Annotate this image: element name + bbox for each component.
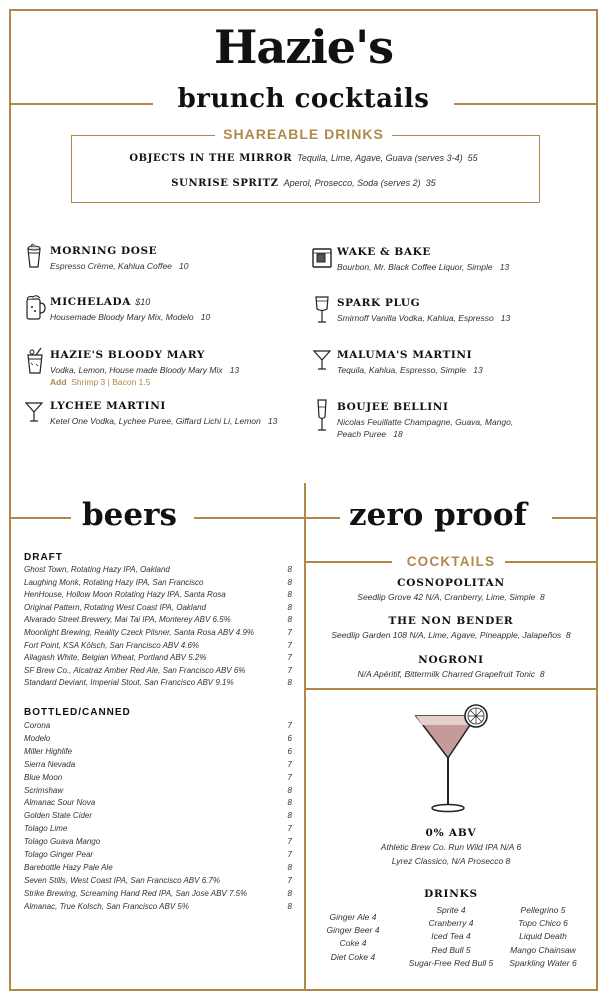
martini-glass-icon — [25, 401, 43, 423]
drink-item: Iced Tea 4 — [431, 931, 471, 942]
beer-row — [24, 760, 292, 769]
beer-name: Almanac Sour Nova — [24, 798, 96, 808]
zero-cocktail-desc: N/A Apéritif, Bittermilk Charred Grapefruit Tonic 8 — [357, 669, 545, 679]
beer-name: Modelo — [24, 733, 51, 743]
drink-item: Coke 4 — [339, 938, 367, 949]
beer-row — [24, 641, 292, 650]
shareable-box — [71, 135, 540, 203]
menu-subtitle: brunch cocktails — [177, 84, 430, 114]
beer-row — [24, 590, 292, 599]
beer-row — [24, 734, 292, 743]
beer-price: 7 — [287, 665, 292, 675]
beer-row — [24, 837, 292, 846]
abv-heading: 0% ABV — [425, 827, 477, 839]
beer-row — [24, 811, 292, 820]
drink-item: Sugar-Free Red Bull 5 — [408, 957, 494, 968]
beer-name: Golden State Cider — [24, 811, 93, 821]
drinks-column — [500, 904, 586, 970]
beer-row — [24, 773, 292, 782]
abv-item: Athletic Brew Co. Run Wild IPA N/A 6 — [380, 842, 522, 852]
beer-name: Barebottle Hazy Pale Ale — [24, 862, 113, 872]
beer-row — [24, 721, 292, 730]
beer-price: 7 — [287, 653, 292, 663]
abv-item: Lyrez Classico, N/A Prosecco 8 — [391, 856, 511, 866]
beer-name: Almanac, True Kolsch, San Francisco ABV 5% — [24, 901, 189, 911]
beer-name: Blue Moon — [24, 772, 63, 782]
beer-price: 7 — [287, 850, 292, 859]
beer-row — [24, 603, 292, 612]
beer-row — [24, 902, 292, 911]
beer-price: 6 — [287, 746, 292, 756]
beer-name: Scrimshaw — [24, 785, 64, 795]
beer-name: Tolago Lime — [24, 824, 68, 834]
cocktail-item: MICHELADA $10 Housemade Bloody Mary Mix, Modelo 10 — [50, 296, 211, 322]
beer-name: Seven Stills, West Coast IPA, San Francisco ABV 6.7% — [24, 875, 220, 885]
beer-price: 8 — [287, 615, 292, 625]
beer-price: 8 — [287, 811, 292, 821]
beer-mug-icon — [24, 293, 46, 321]
rocks-glass-icon — [311, 245, 333, 269]
shareable-item: OBJECTS IN THE MIRROR Tequila, Lime, Agave, Guava (serves 3-4) 55 — [129, 153, 478, 164]
martini-glass-icon — [313, 349, 331, 371]
beer-name: HenHouse, Hollow Moon Rotating Hazy IPA, Santa Rosa — [24, 590, 226, 600]
section-divider-center — [194, 517, 340, 519]
beer-row — [24, 786, 292, 795]
beer-row — [24, 565, 292, 574]
cocktail-item: LYCHEE MARTINI Ketel One Vodka, Lychee Puree, Giffard Lichi Li, Lemon 13 — [50, 400, 278, 426]
beer-price: 8 — [287, 565, 292, 574]
beer-row — [24, 678, 292, 687]
cocktail-item: HAZIE'S BLOODY MARY Vodka, Lemon, House made Bloody Mary Mix 13 Add Shrimp 3 | Bacon 1.5 — [50, 349, 240, 388]
draft-heading: DRAFT — [24, 552, 63, 563]
zero-cocktail-desc: Seedlip Garden 108 N/A, Lime, Agave, Pineapple, Jalapeños 8 — [331, 630, 571, 640]
coffee-glass-icon — [24, 243, 44, 269]
drink-item: Ginger Ale 4 — [329, 912, 377, 922]
drink-item: Topo Chico 6 — [518, 918, 568, 929]
beer-price: 7 — [287, 759, 292, 769]
drinks-heading: DRINKS — [424, 888, 478, 900]
drink-item: Cranberry 4 — [428, 918, 474, 929]
beer-price: 7 — [287, 640, 292, 650]
zero-cocktails-heading: COCKTAILS — [406, 554, 496, 569]
beer-name: Corona — [24, 721, 51, 730]
cocktail-item: MORNING DOSE Espresso Crème, Kahlua Coffee 10 — [50, 245, 189, 271]
beer-price: 8 — [287, 862, 292, 872]
beer-price: 8 — [287, 590, 292, 600]
beer-name: Miller Highlife — [24, 746, 73, 756]
beer-row — [24, 863, 292, 872]
beer-row — [24, 824, 292, 833]
beer-name: Alvarado Street Brewery, Mai Tai IPA, Monterey ABV 6.5% — [24, 615, 231, 625]
beer-price: 8 — [287, 577, 292, 587]
beer-name: Ghost Town, Rotating Hazy IPA, Oakland — [24, 565, 170, 574]
beer-price: 7 — [287, 628, 292, 637]
beer-row — [24, 850, 292, 859]
beer-price: 8 — [287, 602, 292, 612]
drinks-column — [322, 911, 384, 964]
champagne-flute-icon — [315, 399, 329, 433]
beer-price: 8 — [287, 798, 292, 808]
drink-item: Ginger Beer 4 — [326, 925, 380, 936]
beers-title: beers — [82, 497, 177, 533]
beer-price: 7 — [287, 837, 292, 847]
beer-price: 7 — [287, 824, 292, 834]
cosmopolitan-glass-icon — [412, 704, 494, 816]
beer-name: Tolago Ginger Pear — [24, 850, 94, 859]
beer-price: 8 — [287, 678, 292, 688]
beers-divider-left — [11, 517, 71, 519]
beer-row — [24, 653, 292, 662]
drink-item: Sprite 4 — [436, 905, 466, 915]
beer-name: Strike Brewing, Screaming Hand Red IPA, San Jose ABV 7.5% — [24, 888, 248, 898]
bloody-mary-icon — [24, 347, 46, 375]
zero-cocktail-name: COSNOPOLITAN — [397, 577, 505, 589]
beer-name: Standard Deviant, Imperial Stout, San Francisco ABV 9.1% — [24, 678, 234, 688]
shareable-title: SHAREABLE DRINKS — [0, 126, 607, 144]
beer-price: 8 — [287, 785, 292, 795]
beer-row — [24, 876, 292, 885]
beer-row — [24, 666, 292, 675]
zero-divider-right — [552, 517, 596, 519]
restaurant-logo: Hazie's — [213, 20, 394, 74]
zero-divider — [304, 688, 598, 690]
zero-cocktail-name: NOGRONI — [418, 654, 484, 666]
beer-name: Allagash White, Belgian Wheat, Portland ABV 5.2% — [24, 653, 207, 663]
beer-row — [24, 628, 292, 637]
shareable-item: SUNRISE SPRITZ Aperol, Prosecco, Soda (serves 2) 35 — [171, 178, 436, 189]
beer-row — [24, 889, 292, 898]
beer-price: 7 — [287, 875, 292, 885]
cocktail-item: MALUMA'S MARTINI Tequila, Kahlua, Espresso, Simple 13 — [337, 349, 483, 375]
drinks-column — [404, 904, 498, 970]
beer-price: 8 — [287, 901, 292, 911]
beer-name: SF Brew Co., Alcatraz Amber Red Ale, San Francisco ABV 6% — [24, 665, 246, 675]
drink-item: Red Bull 5 — [431, 944, 471, 955]
cocktail-item: SPARK PLUG Smirnoff Vanilla Vodka, Kahlua, Espresso 13 — [337, 297, 511, 323]
drink-item: Diet Coke 4 — [330, 951, 376, 962]
cocktail-item: BOUJEE BELLINI Nicolas Feuillatte Champagne, Guava, Mango, Peach Puree 18 — [337, 401, 514, 440]
beer-name: Moonlight Brewing, Reality Czeck Pilsner, Santa Rosa ABV 4.9% — [24, 628, 255, 637]
beer-name: Tolago Guava Mango — [24, 837, 101, 847]
beer-name: Laughing Monk, Rotating Hazy IPA, San Francisco — [24, 577, 204, 587]
drink-item: Mango Chainsaw — [510, 944, 576, 955]
beer-name: Sierra Nevada — [24, 759, 76, 769]
beer-price: 8 — [287, 888, 292, 898]
beer-price: 6 — [287, 733, 292, 743]
drink-item: Sparkling Water 6 — [509, 957, 577, 968]
beer-price: 7 — [287, 772, 292, 782]
drink-item: Liquid Death — [519, 931, 567, 942]
beer-row — [24, 578, 292, 587]
zero-cocktail-desc: Seedlip Grove 42 N/A, Cranberry, Lime, Simple 8 — [357, 592, 545, 602]
beer-row — [24, 747, 292, 756]
bottled-heading: BOTTLED/CANNED — [24, 707, 131, 718]
beer-row — [24, 615, 292, 624]
drink-item: Pellegrino 5 — [520, 905, 566, 915]
coupe-glass-icon — [314, 295, 330, 325]
zero-cocktail-name: THE NON BENDER — [388, 615, 514, 627]
beer-price: 7 — [287, 721, 292, 730]
beer-name: Fort Point, KSA Kölsch, San Francisco ABV 4.6% — [24, 640, 200, 650]
beer-row — [24, 798, 292, 807]
zero-proof-title: zero proof — [349, 497, 527, 533]
cocktail-item: WAKE & BAKE Bourbon, Mr. Black Coffee Liquor, Simple 13 — [337, 246, 510, 272]
beer-name: Original Pattern, Rotating West Coast IPA, Oakland — [24, 602, 207, 612]
